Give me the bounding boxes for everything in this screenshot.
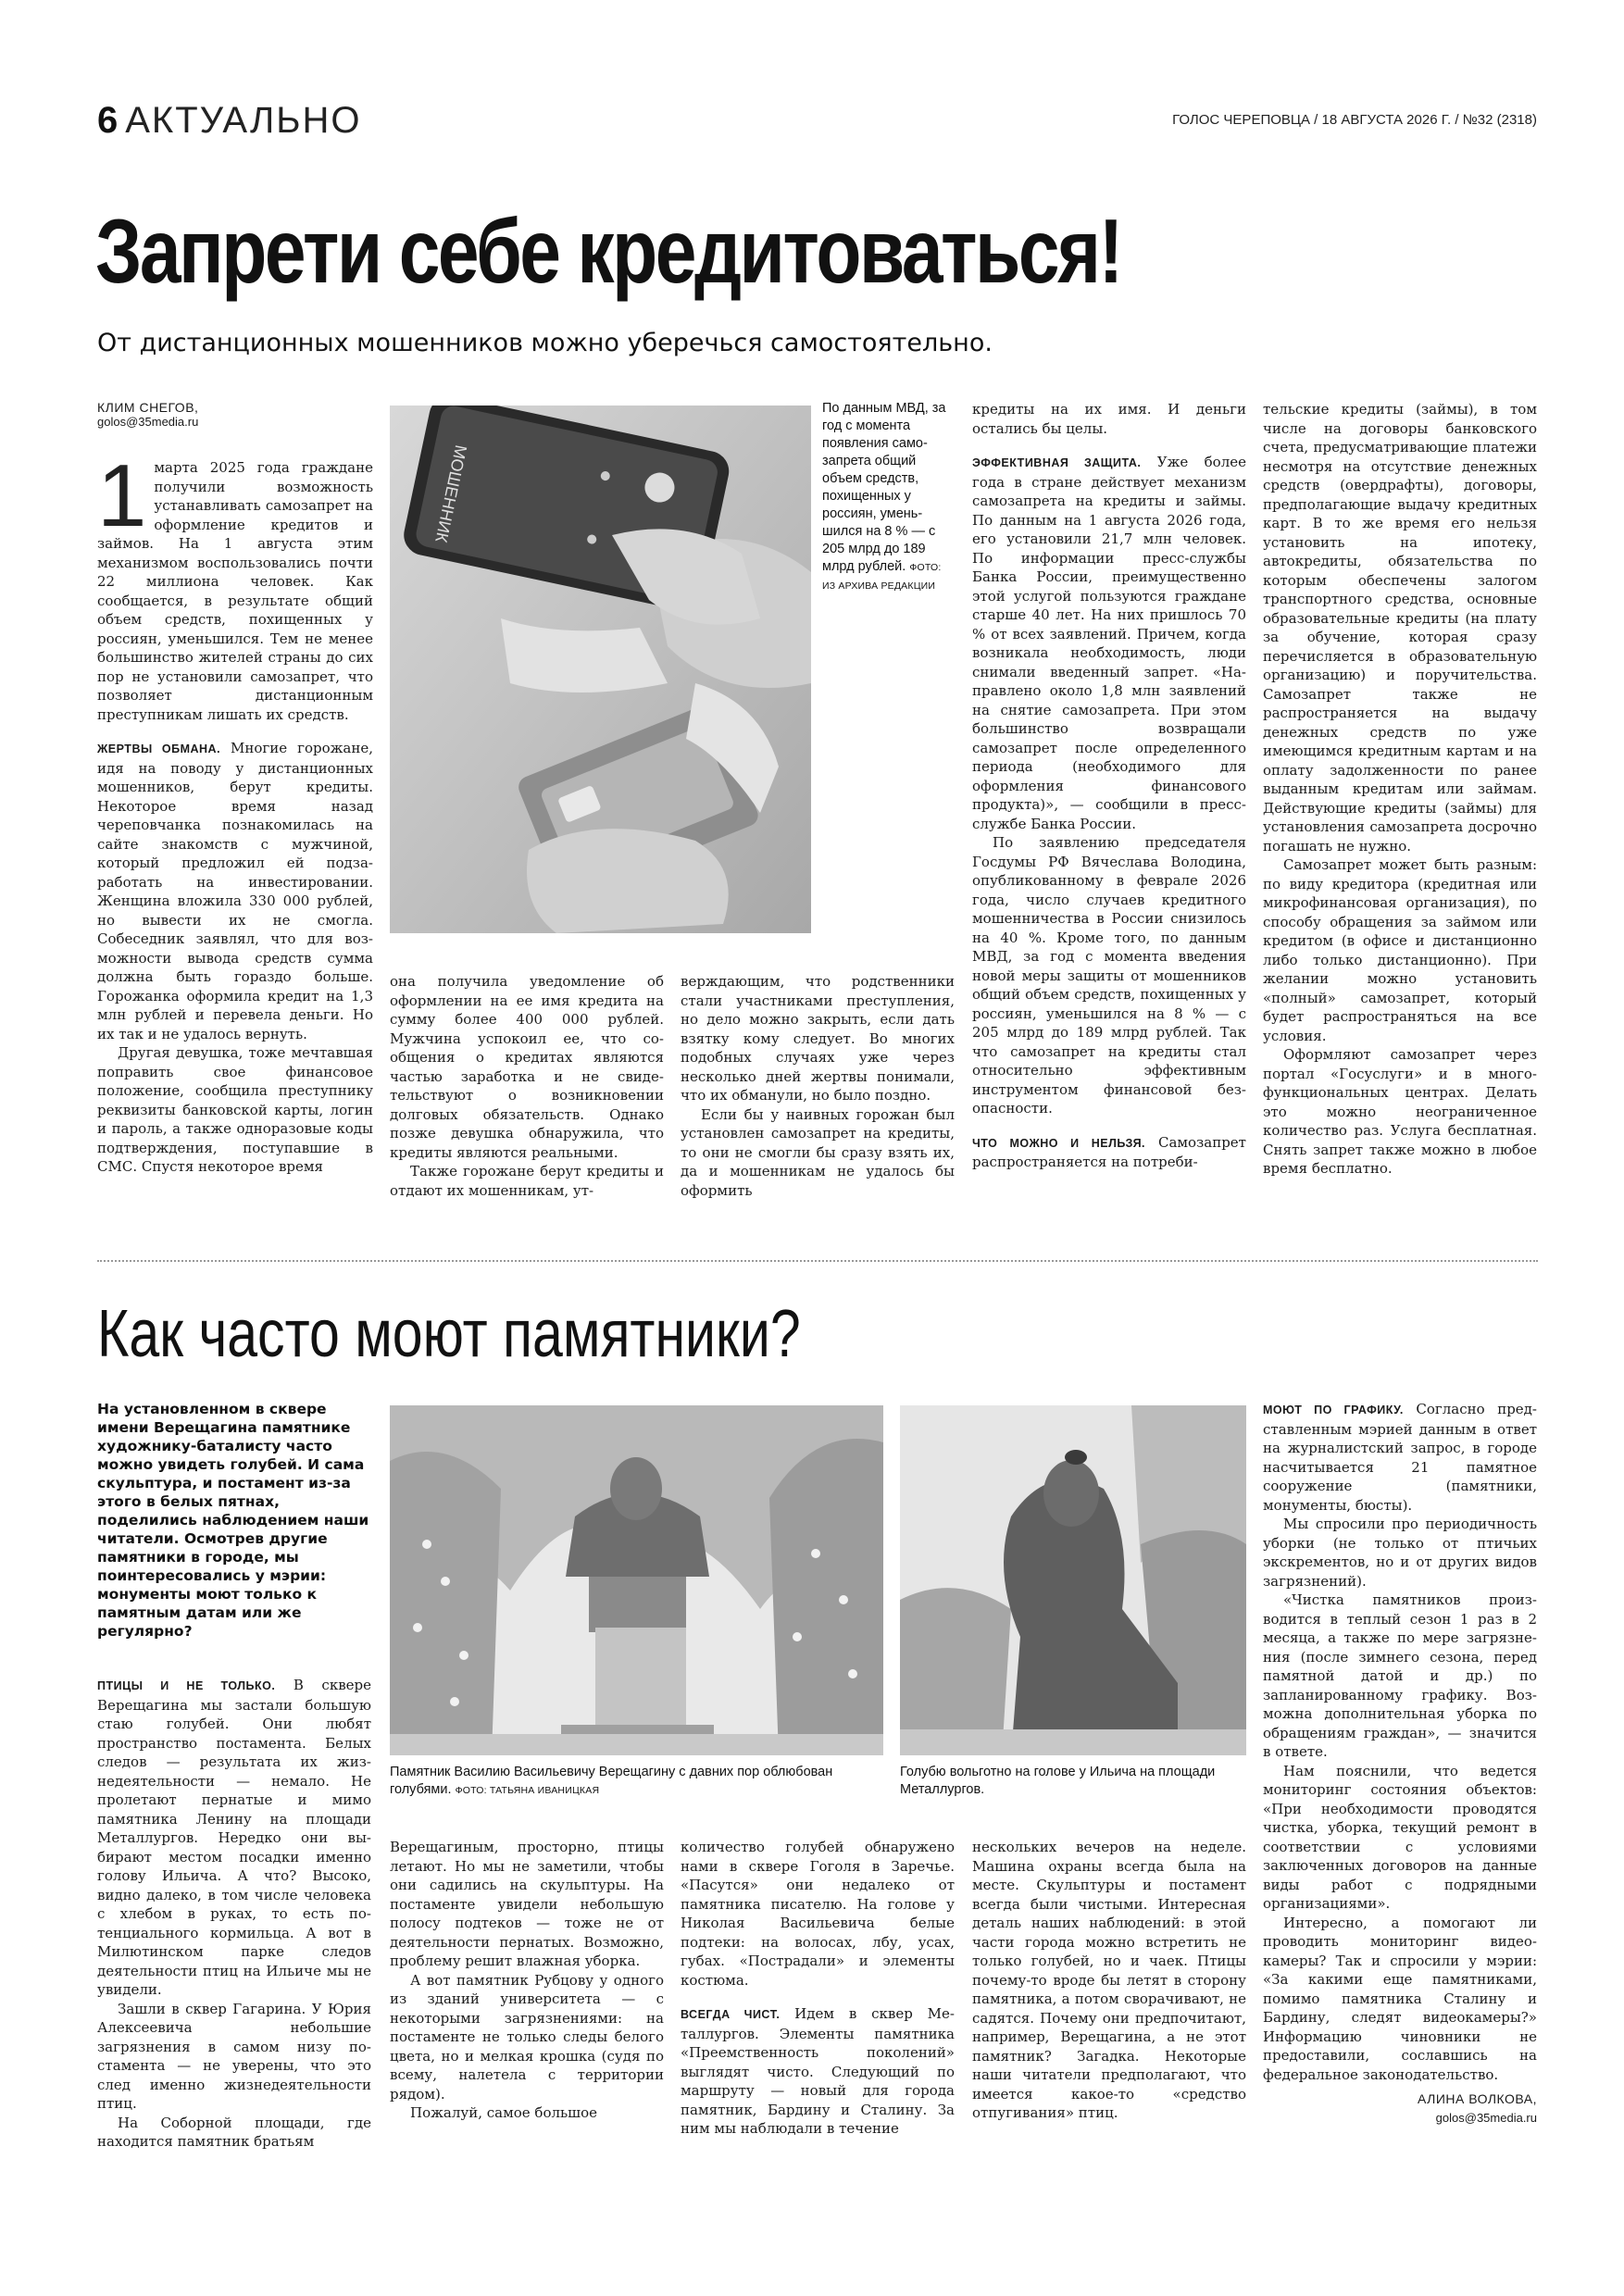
article2-column-5 (1263, 1400, 1537, 2128)
paragraph: марта 2025 года граждане получили возможность устанавливать самозапрет на оформление кредитов и займов. На 1 августа этим механизмом воспользовались почти 22 миллиона человек. Как сообщается, в результате общий объем средств, похищенных у россиян, уменьшился. Тем не менее большинство жителей страны до сих пор не установили самозапрет, что позволяет дистанционным преступникам лишать их средств. (97, 459, 373, 723)
phone-card-illustration (390, 406, 811, 933)
paragraph: Верещагиным, просторно, птицы летают. Но мы не заметили, чтобы они садились на скульптуры. На постаменте увидели небольшую полосу подтеков — тоже не от деятельности пернатых. Возможно, проблему решит влажная уборка. (390, 1839, 664, 1969)
article1-photo-caption: По данным МВД, за год с момента появления самозапрета общий объем средств, похищенных у россиян, уменьшился на 8 % — с 205 млрд до 189 млрд рублей. ФОТО: ИЗ АРХИВА РЕДАКЦИИ (822, 401, 946, 592)
paragraph: кредиты на их имя. И деньги остались бы целы. (972, 401, 1246, 437)
article2-column-2 (390, 1838, 664, 2123)
article1-column-2 (390, 972, 664, 1200)
paragraph: количество голубей обнаружено нами в сквере Гоголя в Заречье. «Пасутся» они недалеко от памятника писателю. На голове у Николая Васильевича белые подтеки: на волосах, лбу, усах, губах. «Пострадали» и элементы костюма. (681, 1839, 955, 1989)
paragraph: Другая девушка, тоже мечтавшая поправить свое финансовое положение, сообщила преступнику реквизиты банковской карты, логин и пароль, а также одноразовые коды подтверждения, поступавшие в СМС. Спустя некоторое время (97, 1044, 373, 1175)
subheading: ЭФФЕКТИВНАЯ ЗАЩИТА. (972, 456, 1142, 469)
subheading: ВСЕГДА ЧИСТ. (681, 2008, 781, 2021)
author-name: АЛИНА ВОЛКОВА, (1417, 2091, 1537, 2106)
page-number: 6 (97, 100, 119, 141)
paragraph: ПТИЦЫ И НЕ ТОЛЬКО. В сквере Верещагина мы застали большую стаю голубей. Они любят пространство постамента. Белых следов — результата их жизнедеятельности — немало. Не пролетают пернатые и мимо памятника Ленину на площади Металлургов. Нередко они выбирают местом посадки именно голову Ильича. А что? Высоко, видно далеко, в том числе человека с хлебом в руках, то есть потенциального кормильца. А вот в Милютинском парке следов деятельности птиц на Ильиче мы не увидели. (97, 1677, 371, 1998)
subheading: ЧТО МОЖНО И НЕЛЬЗЯ. (972, 1136, 1146, 1150)
article2-column-4 (972, 1838, 1246, 2123)
article2-intro: На установленном в сквере имени Верещагина памятнике художнику-баталисту часто можно увидеть голубей. И сама скульптура, и постамент из-за этого в белых пятнах, поделились наблюдением наши читатели. Осмотрев другие памятники в городе, мы поинтересовались у мэрии: монументы моют только к памятным датам или же регулярно? (97, 1401, 369, 1640)
paragraph: Оформляют самозапрет через портал «Госуслуги» и в многофункциональных центрах. Делать это можно неограниченное количество раз. Услуга бесплатная. Снять запрет также можно в любое время бесплатно. (1263, 1046, 1537, 1177)
paragraph: «Чистка памятников производится в теплый сезон 1 раз в 2 месяца, а также по мере загрязнения (после зимнего сезона, перед памятной датой и др.) по запланированному графику. Возможна дополнительная уборка по обращениям граждан», — значится в ответе. (1263, 1591, 1537, 1760)
paragraph: тельские кредиты (займы), в том числе на договоры банковского счета, предусматривающие платежи несмотря на отсутствие денежных средств (овердрафты), договоры, предполагающие выдачу кредитных карт. В то же время его нельзя установить на ипотеку, автокредиты, обязательства по которым обеспечены залогом транспортного средства, основные образовательные кредиты (на плату за обучение, которая сразу перечисляется в образовательную организацию) и поручительства. Самозапрет также не распространяется на выдачу денежных средств по уже имеющимся кредитным картам и на оплату задолженности по ранее выданным кредитам или займам. Действующие кредиты (займы) для установления самозапрета досрочно погашать не нужно. (1263, 401, 1537, 855)
article1-column-4 (972, 400, 1246, 1172)
article1-column-3 (681, 972, 955, 1200)
article1-byline (97, 400, 375, 429)
paragraph: На Соборной площади, где находится памятник братьям (97, 2114, 371, 2150)
monument-illustration (390, 1405, 883, 1755)
paragraph: Мы спросили про периодичность уборки (не только от птичьих экскрементов, но и от других видов загрязнений). (1263, 1516, 1537, 1590)
paragraph: Пожалуй, самое большое (410, 2104, 598, 2121)
lenin-illustration (900, 1405, 1246, 1755)
paragraph: нескольких вечеров на неделе. Машина охраны всегда была на месте. Скульптуры и постамент всегда были чистыми. Интересная деталь наших наблюдений: в этой части города можно встретить не только голубей, но и чаек. Птицы почему-то вроде бы летят в сторону памятника, а потом сворачивают, не садятся. Почему они предпочитают, например, Верещагина, а не этот памятник? Загадка. Некоторые наши читатели предполагают, что имеется какое-то «средство отпугивания» птиц. (972, 1839, 1246, 2121)
publication-info: ГОЛОС ЧЕРЕПОВЦА / 18 АВГУСТА 2026 Г. / №32 (2318) (1172, 112, 1537, 128)
paragraph: она получила уведомление об оформлении на ее имя кредита на сумму более 400 000 рублей. Мужчина успокоил ее, что сообщения о кредитах являются частью заработка и не свидетельствуют о возникновении долговых обязательств. Однако позже девушка обнаружила, что кредиты являются реальными. (390, 973, 664, 1161)
article1-column-1 (97, 446, 373, 1177)
paragraph: ВСЕГДА ЧИСТ. Идем в сквер Металлургов. Элементы памятника «Преемственность поколений» выглядят чисто. Следующий по маршруту — новый для города памятник, Бардину и Сталину. За ним мы наблюдали в течение (681, 2005, 955, 2137)
article1-photo (390, 406, 811, 933)
paragraph: Зашли в сквер Гагарина. У Юрия Алексеевича небольшие загрязнения в самом низу постамента — не уверены, что это след именно жизнедеятельности птиц. (97, 2000, 371, 2112)
subheading: МОЮТ ПО ГРАФИКУ. (1263, 1404, 1404, 1416)
author-email: golos@35media.ru (97, 415, 199, 429)
subheading: ПТИЦЫ И НЕ ТОЛЬКО. (97, 1679, 276, 1692)
article1-column-5 (1263, 400, 1537, 1179)
article2-photo1-caption: Памятник Василию Васильевичу Верещагину с давних пор облюбован голубями. ФОТО: ТАТЬЯНА ИВАНИЦКАЯ (390, 1765, 833, 1797)
paragraph: Нам пояснили, что ведется мониторинг состояния объектов: «При необходимости проводятся чистка, уборка, текущий ремонт в соответствии с условиями заключенных договоров на данные виды работ с подрядными организациями». (1263, 1762, 1537, 1912)
paragraph: ЭФФЕКТИВНАЯ ЗАЩИТА. Уже более года в стране действует механизм самозапрета на кредиты и займы. По данным на 1 августа 2026 года, его установили 21,7 млн человек. По информации пресс-службы Банка России, преимущественно этой услугой пользуются граждане старше 40 лет. На них пришлось 70 % от всех заявлений. Причем, когда возникала необходимость, люди снимали введенный запрет. «Направлено около 1,8 млн заявлений на снятие самозапрета. При этом большинство возвращали самозапрет после определенного периода (необходимого для оформления финансового продукта)», — сообщили в прессслужбе Банка России. (972, 454, 1246, 832)
article2-column-1 (97, 1676, 371, 2152)
phone-screen-label: МОШЕННИК (431, 443, 471, 544)
paragraph: Если бы у наивных горожан был установлен самозапрет на кредиты, то они не смогли бы сразу взять их, да и мошенникам не удалось бы оформить (681, 1105, 955, 1199)
article2-column-3 (681, 1838, 955, 2139)
article1-headline: Запрети себе кредитоваться! (95, 200, 1121, 302)
paragraph: Также горожане берут кредиты и отдают их мошенникам, ут- (390, 1163, 664, 1199)
photo-credit: ФОТО: ИЗ АРХИВА РЕДАКЦИИ (822, 562, 942, 592)
author-email: golos@35media.ru (1435, 2110, 1537, 2125)
photo-credit: ФОТО: ТАТЬЯНА ИВАНИЦКАЯ (455, 1785, 600, 1796)
article2-photo2-caption: Голубю вольготно на голове у Ильича на площади Металлургов. (900, 1765, 1216, 1797)
article2-signature (1263, 2090, 1537, 2128)
paragraph: Интересно, а помогают ли проводить мониторинг видеокамеры? Так и спросили у мэрии: «За какими еще памятниками, помимо памятника Сталину и Бардину, следят видеокамеры?» Информацию чиновники не предоставили, сославшись на федеральное законодательство. (1263, 1914, 1537, 2083)
paragraph: МОЮТ ПО ГРАФИКУ. Согласно представленным мэрией данным в ответ на журналистский запрос, в городе насчитывается 21 памятное сооружение (памятники, монументы, бюсты). (1263, 1401, 1537, 1514)
dropcap: 1 (97, 446, 147, 545)
section-title: АКТУАЛЬНО (125, 100, 362, 141)
author-name: КЛИМ СНЕГОВ, (97, 400, 199, 415)
paragraph: По заявлению председателя Госдумы РФ Вячеслава Володина, опубликованному в феврале 2026 года, число случаев кредитного мошенничества в России снизилось на 40 %. Кроме того, по данным МВД, за год с момента введения новой меры защиты от мошенников общий объем средств, похищенных у россиян, уменьшился на 8 % — с 205 млрд до 189 млрд рублей. Так что самозапрет на кредиты стал относительно эффективным инструментом финансовой безопасности. (972, 834, 1246, 1117)
article-divider (97, 1260, 1538, 1262)
article2-photo-lenin (900, 1405, 1246, 1755)
article2-photo-vereshchagin (390, 1405, 883, 1755)
paragraph: Самозапрет может быть разным: по виду кредитора (кредитная или микрофинансовая организация), по способу обращения за займом или кредитом (в офисе и дистанционно либо только дистанционно). При желании можно установить «полный» самозапрет, который будет распространяться на все условия. (1263, 856, 1537, 1044)
subheading: ЖЕРТВЫ ОБМАНА. (97, 742, 221, 755)
page-header-left (97, 100, 361, 142)
article2-headline: Как часто моют памятники? (97, 1297, 801, 1371)
paragraph: ЖЕРТВЫ ОБМАНА. Многие горожане, идя на поводу у дистанционных мошенников, берут кредиты. Некоторое время назад череповчанка познакомилась на сайте знакомств с мужчиной, который предложил ей подзаработать на инвестировании. Женщина вложила 330 000 рублей, но вывести их не смогла. Собеседник заявлял, что для возможности вывода средств сумма должна быть гораздо больше. Горожанка оформила кредит на 1,3 млн рублей и перевела деньги. Но их так и не удалось вернуть. (97, 740, 373, 1042)
article1-subheadline: От дистанционных мошенников можно уберечься самостоятельно. (97, 329, 993, 357)
paragraph: верждающим, что родственники стали участниками преступления, но дело можно закрыть, если дать взятку кому следует. Во многих подобных случаях уже через несколько дней жертвы понимали, что их обманули, но было поздно. (681, 973, 955, 1104)
paragraph: А вот памятник Рубцову у одного из зданий университета — с некоторыми загрязнениями: на постаменте не только следы белого цвета, но и мелкая крошка (судя по всему, налетела с территории рядом). (390, 1971, 664, 2103)
paragraph: ЧТО МОЖНО И НЕЛЬЗЯ. Самозапрет распространяется на потреби- (972, 1133, 1246, 1170)
